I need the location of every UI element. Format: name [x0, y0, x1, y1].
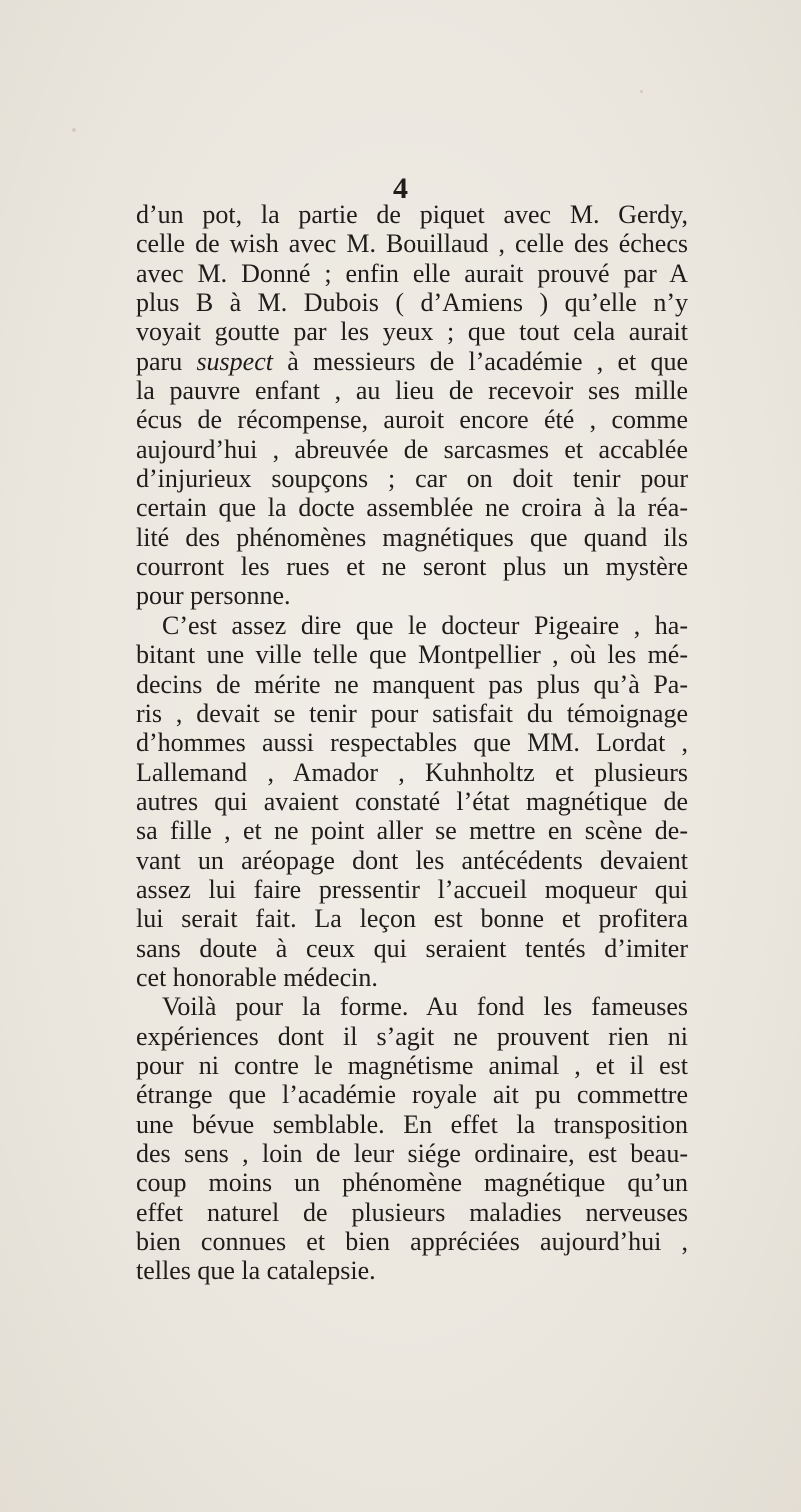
- text-line: étrange que l’académie royale ait pu commettre: [136, 1080, 688, 1110]
- text-line: decins de mérite ne manquent pas plus qu’à Pa-: [136, 669, 688, 699]
- text-line: d’hommes aussi respectables que MM. Lordat ,: [136, 728, 688, 758]
- text-line: paru suspect à messieurs de l’académie , et que: [136, 346, 689, 376]
- text-line: telles que la catalepsie.: [136, 1256, 376, 1286]
- text-line: coup moins un phénomène magnétique qu’un: [136, 1168, 688, 1198]
- text-line: celle de wish avec M. Bouillaud , celle des échecs: [136, 229, 688, 259]
- text-line: plus B à M. Dubois ( d’Amiens ) qu’elle n’y: [136, 288, 688, 318]
- text-line: lui serait fait. La leçon est bonne et profitera: [136, 904, 688, 934]
- body-text: [136, 200, 688, 1286]
- text-line: aujourd’hui , abreuvée de sarcasmes et accablée: [136, 434, 688, 464]
- text-line: sans doute à ceux qui seraient tentés d’imiter: [136, 933, 688, 963]
- text-line: courront les rues et ne seront plus un mystère: [136, 552, 688, 582]
- page-number: 4: [393, 172, 408, 205]
- text-line: lité des phénomènes magnétiques que quand ils: [136, 522, 688, 552]
- text-line: C’est assez dire que le docteur Pigeaire , ha-: [162, 610, 688, 640]
- text-line: des sens , loin de leur siége ordinaire, est beau-: [136, 1139, 688, 1168]
- text-line: une bévue semblable. En effet la transposition: [136, 1109, 688, 1139]
- text-line: d’injurieux soupçons ; car on doit tenir pour: [136, 464, 688, 494]
- text-line: voyait goutte par les yeux ; que tout cela aurait: [136, 317, 688, 347]
- italic-word: suspect: [196, 346, 273, 376]
- text-line: autres qui avaient constaté l’état magnétique de: [136, 786, 688, 816]
- text-line: cet honorable médecin.: [136, 962, 378, 992]
- text-line: d’un pot, la partie de piquet avec M. Gerdy,: [136, 200, 688, 229]
- paper-speck: [72, 128, 76, 132]
- text-line: vant un aréopage dont les antécédents devaient: [136, 845, 688, 875]
- text-line: Lallemand , Amador , Kuhnholtz et plusieurs: [136, 757, 688, 787]
- text-line: effet naturel de plusieurs maladies nerveuses: [136, 1197, 688, 1227]
- text-line: bien connues et bien appréciées aujourd’hui ,: [136, 1227, 688, 1257]
- text-line: avec M. Donné ; enfin elle aurait prouvé par A: [136, 258, 688, 288]
- text-line: pour personne.: [136, 581, 291, 611]
- text-line: écus de récompense, auroit encore été , comme: [136, 405, 688, 435]
- text-line: sa fille , et ne point aller se mettre en scène de-: [136, 816, 688, 846]
- text-line: Voilà pour la forme. Au fond les fameuses: [162, 992, 688, 1022]
- text-line: certain que la docte assemblée ne croira à la réa-: [136, 493, 688, 523]
- text-line: la pauvre enfant , au lieu de recevoir ses mille: [136, 376, 688, 406]
- text-line: bitant une ville telle que Montpellier , où les mé-: [136, 640, 688, 670]
- text-line: ris , devait se tenir pour satisfait du témoignage: [136, 698, 688, 728]
- text-line: expériences dont il s’agit ne prouvent rien ni: [136, 1021, 688, 1051]
- text-line: assez lui faire pressentir l’accueil moqueur qui: [136, 874, 688, 904]
- paper-speck: [640, 90, 643, 93]
- text-line: pour ni contre le magnétisme animal , et il est: [136, 1050, 688, 1080]
